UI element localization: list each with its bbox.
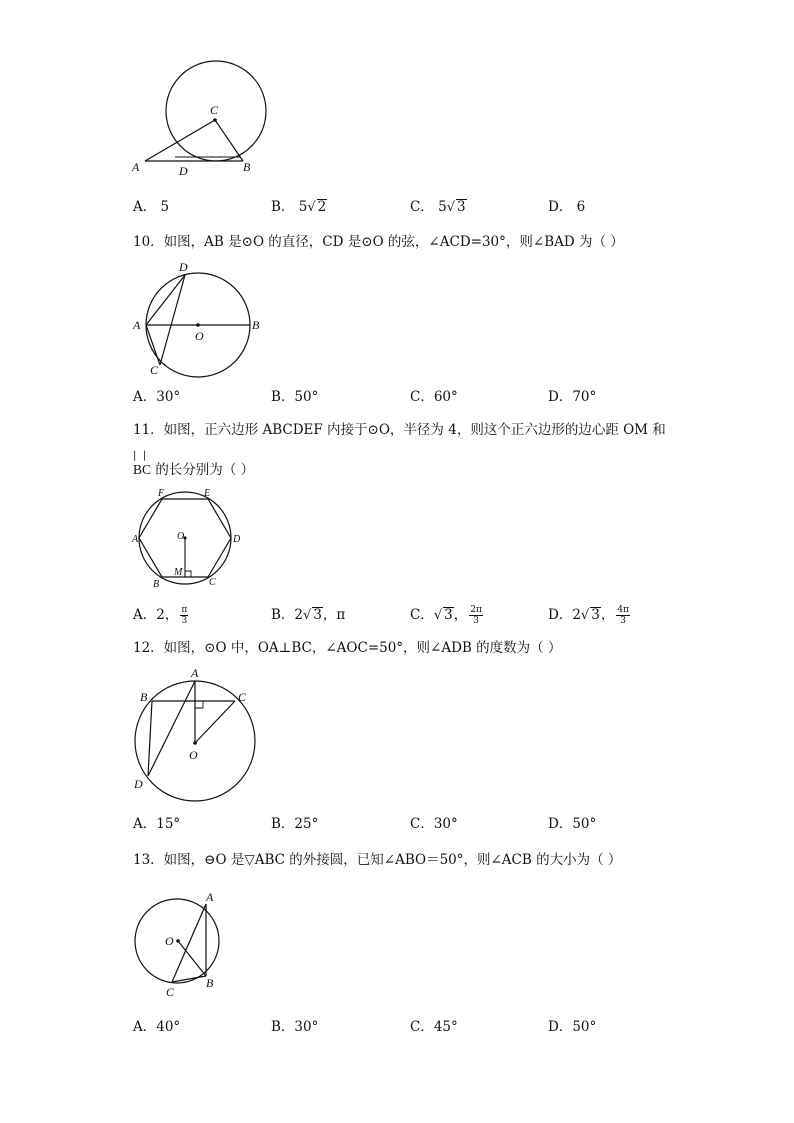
q10-option-a[interactable] [133,386,180,408]
q10-label-o: O [195,329,204,343]
q10-label-d: D [179,260,188,274]
q10-option-d-value: 70° [572,389,597,405]
q11-text-tail: 的长分别为（ ） [155,462,255,478]
q10-options [133,386,693,408]
q12-options [133,813,693,835]
q13-label-c: C [166,985,175,999]
q12-option-c-value: 30° [433,816,458,832]
q11-option-b-radicand: 3 [313,607,322,623]
q9-option-a-letter: A． [133,199,157,215]
q11-option-c-denominator: 3 [473,616,479,626]
q12-option-d-value: 50° [572,816,597,832]
q9-options [133,196,693,218]
q9-option-d-letter: D． [548,199,573,215]
q12-option-c-letter: C． [410,816,434,832]
q11-option-d[interactable] [548,604,632,627]
q12-center-point [193,741,197,745]
q13-option-a-letter: A． [133,1019,157,1035]
q11-diagram [128,484,253,592]
q11-option-c-letter: C． [410,607,434,623]
q11-option-a-value: 2， [156,607,179,623]
q11-label-d: D [233,534,241,545]
q11-option-c-separator: ， [453,607,468,623]
radical-sign-icon: √ [303,608,312,623]
q9-option-a-value: 5 [160,199,170,215]
q9-point-c [213,118,217,122]
q9-segment-cb [215,120,243,161]
q12-segment-da [148,681,195,776]
q9-option-c[interactable] [410,196,467,219]
q12-label-d: D [134,777,143,791]
q11-option-a-letter: A． [133,607,157,623]
q13-center-point [176,939,180,943]
q11-question-text-line2 [133,461,254,479]
q9-option-c-radicand: 3 [457,199,466,215]
q10-segment-ac [146,325,160,365]
radical-sign-icon: √ [433,608,443,623]
q12-option-d[interactable] [548,813,596,835]
q10-figure [128,258,273,383]
right-angle-icon [185,571,191,577]
q13-option-c[interactable] [410,1016,458,1038]
q12-option-d-letter: D． [548,816,573,832]
q12-label-b: B [140,690,148,704]
q13-options [133,1016,693,1038]
arc-mark-icon: | | [133,450,147,461]
q9-option-b-radicand: 2 [317,199,327,215]
q9-option-b[interactable] [271,196,327,219]
q11-option-a[interactable] [133,604,190,626]
q11-option-d-radicand: 3 [591,607,600,623]
q10-label-b: B [252,318,260,332]
q9-option-d-value: 6 [576,199,586,215]
radical-sign-icon: √ [446,200,456,215]
q10-question-text: 10．如图，AB 是⊙O 的直径，CD 是⊙O 的弦，∠ACD=30°，则∠BAD 为（ ） [133,234,624,250]
q9-option-a[interactable] [133,196,169,218]
q12-option-a-letter: A． [133,816,157,832]
q10-option-c-value: 60° [433,389,458,405]
q13-option-c-value: 45° [433,1019,458,1035]
q12-label-c: C [238,690,247,704]
q12-segment-oc [195,701,235,743]
q13-option-c-letter: C． [410,1019,434,1035]
q10-option-a-value: 30° [156,389,181,405]
q11-options [133,604,693,630]
q13-label-b: B [206,976,214,990]
q13-option-d-value: 50° [572,1019,597,1035]
q13-label-a: A [206,890,214,904]
q13-label-o: O [165,934,174,948]
q9-option-d[interactable] [548,196,585,218]
q11-option-a-numerator: π [181,605,188,615]
q11-option-d-coefficient: 2 [572,607,581,623]
q11-label-o: O [177,531,185,542]
q9-diagram [125,62,275,187]
q11-option-c[interactable] [410,604,485,627]
q9-option-c-coefficient: 5 [438,199,447,215]
q10-chord-cd [160,275,185,365]
q13-option-b-value: 30° [294,1019,319,1035]
q11-option-d-denominator: 3 [620,616,626,626]
q13-option-d[interactable] [548,1016,596,1038]
q11-option-c-fraction [469,605,483,626]
q11-option-c-numerator: 2π [470,605,482,615]
q10-option-b-letter: B． [271,389,295,405]
q12-option-b-letter: B． [271,816,295,832]
q11-label-c: C [209,577,216,588]
q13-figure [128,886,243,1001]
q9-option-c-letter: C． [410,199,434,215]
q10-option-b-value: 50° [294,389,319,405]
q12-option-a[interactable] [133,813,180,835]
q12-label-o: O [189,748,198,762]
q11-option-a-denominator: 3 [181,616,188,626]
q11-option-b-tail: ，π [322,607,346,623]
q11-option-d-fraction [616,605,630,626]
q11-question-text-line1: 11．如图，正六边形 ABCDEF 内接于⊙O，半径为 4，则这个正六边形的边心距 OM 和 [133,422,666,438]
q13-option-b-letter: B． [271,1019,295,1035]
q12-question-text: 12．如图，⊙O 中，OA⊥BC，∠AOC=50°，则∠ADB 的度数为（ ） [133,640,562,656]
q10-center-point [196,323,200,327]
q13-option-a[interactable] [133,1016,180,1038]
q13-option-d-letter: D． [548,1019,573,1035]
q10-option-d-letter: D． [548,389,573,405]
q9-label-d: D [179,164,188,178]
q12-segment-bd [148,701,152,776]
radical-sign-icon: √ [580,608,590,623]
q11-option-d-letter: D． [548,607,573,623]
q10-diagram [128,258,273,383]
q12-option-b-value: 25° [294,816,319,832]
q12-diagram [128,664,268,804]
q11-label-a: A [132,534,139,545]
q10-label-a: A [133,318,141,332]
q13-question-text: 13．如图，⊖O 是▽ABC 的外接圆，已知∠ABO＝50°，则∠ACB 的大小为（ ） [133,852,622,868]
q11-option-b-coefficient: 2 [294,607,304,623]
q12-option-a-value: 15° [156,816,181,832]
q9-label-c: C [210,103,219,117]
q11-figure [128,484,253,592]
q11-label-b: B [153,579,160,590]
q11-option-b-letter: B． [271,607,295,623]
q9-option-b-letter: B． [271,199,295,215]
right-angle-icon [195,701,203,708]
q12-figure [128,664,268,804]
q11-option-a-fraction [180,605,188,626]
q11-label-m: M [174,567,183,578]
q10-option-d[interactable] [548,386,596,408]
q10-option-a-letter: A． [133,389,157,405]
q11-option-d-numerator: 4π [617,605,629,615]
q12-option-c[interactable] [410,813,458,835]
q10-label-c: C [150,363,159,377]
q9-label-b: B [243,160,251,174]
q9-segment-ac [145,120,215,161]
q10-option-c[interactable] [410,386,458,408]
q12-label-a: A [191,666,199,680]
q13-diagram [128,886,243,1001]
q11-option-d-separator: ， [600,607,615,623]
radical-sign-icon: √ [307,200,316,215]
q11-label-f: F [158,488,165,499]
q13-option-b[interactable] [271,1016,318,1038]
q9-label-a: A [132,160,140,174]
q11-arc-label: BC [133,462,152,477]
q12-option-b[interactable] [271,813,318,835]
q10-option-b[interactable] [271,386,318,408]
q13-option-a-value: 40° [156,1019,181,1035]
q9-option-b-coefficient: 5 [298,199,308,215]
q11-label-e: E [204,488,211,499]
q11-option-c-radicand: 3 [444,607,453,623]
q9-figure [125,62,275,187]
q11-option-b[interactable] [271,604,345,627]
q10-option-c-letter: C． [410,389,434,405]
